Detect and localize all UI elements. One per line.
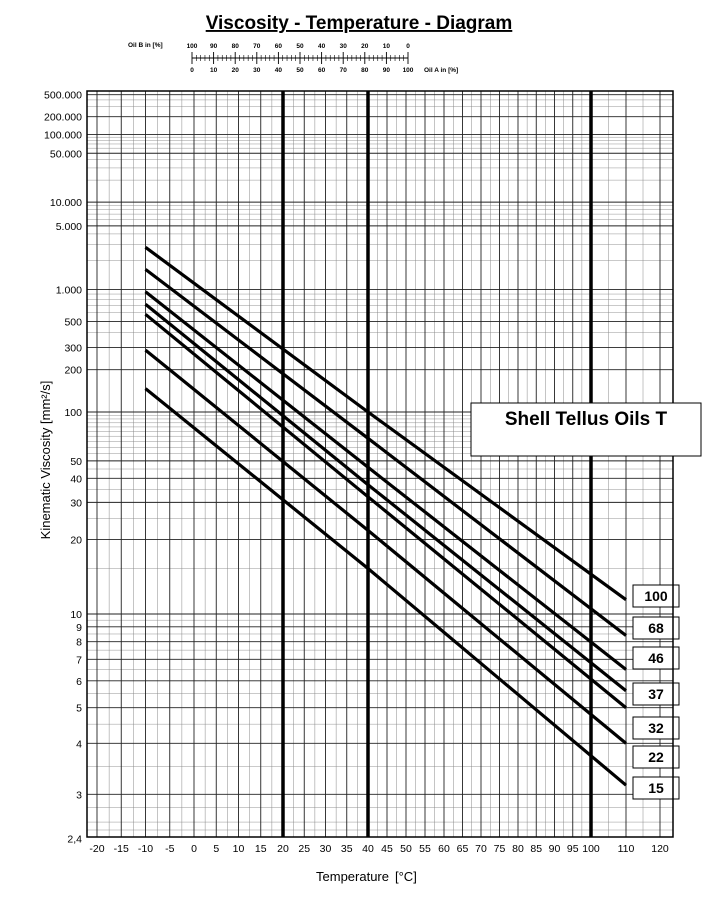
x-tick-label: 95 <box>566 843 579 855</box>
y-tick-label: 40 <box>70 473 82 486</box>
oil-a-tick-label: 10 <box>209 67 218 74</box>
y-tick-label: 6 <box>76 675 82 688</box>
y-tick-label: 5.000 <box>55 220 82 233</box>
y-tick-label: 500.000 <box>44 89 82 102</box>
y-tick-label: 5 <box>76 702 82 715</box>
y-tick-label: 50.000 <box>49 148 82 161</box>
oil-a-tick-label: 50 <box>296 67 304 74</box>
grade-label-22: 22 <box>648 749 664 765</box>
x-tick-label: 40 <box>362 843 374 855</box>
grade-label-68: 68 <box>648 620 664 636</box>
oil-a-tick-label: 80 <box>361 67 369 74</box>
x-tick-label: 110 <box>617 843 635 855</box>
series-line-32 <box>146 314 627 707</box>
x-tick-label: 60 <box>438 843 450 855</box>
grade-label-15: 15 <box>648 780 664 796</box>
y-tick-label: 8 <box>76 636 82 649</box>
oil-a-tick-label: 90 <box>382 67 391 74</box>
y-tick-label: 4 <box>76 738 82 751</box>
y-tick-label: 30 <box>70 497 82 510</box>
y-tick-label: 100.000 <box>44 129 82 142</box>
oil-b-tick-label: 80 <box>231 43 239 50</box>
oil-b-tick-label: 30 <box>339 43 347 50</box>
oil-a-tick-label: 70 <box>339 67 347 74</box>
x-tick-label: 50 <box>400 843 412 855</box>
y-tick-label: 100 <box>64 407 82 419</box>
oil-b-tick-label: 20 <box>361 43 369 50</box>
x-tick-label: 25 <box>298 843 311 855</box>
x-tick-label: 45 <box>381 843 393 855</box>
y-tick-label: 200 <box>64 364 82 377</box>
x-tick-label: 90 <box>548 843 561 855</box>
y-tick-label: 7 <box>76 654 82 667</box>
oil-b-tick-label: 70 <box>253 43 261 50</box>
oil-b-tick-label: 90 <box>209 43 218 50</box>
oil-a-label: Oil A in [%] <box>424 67 459 74</box>
y-tick-label: 3 <box>76 789 82 802</box>
x-tick-label: 55 <box>419 843 431 855</box>
x-tick-label: 35 <box>340 843 353 855</box>
x-tick-label: 100 <box>582 843 600 855</box>
oil-a-tick-label: 30 <box>253 67 261 74</box>
y-tick-label: 10 <box>70 609 82 621</box>
mixing-scale <box>128 42 458 74</box>
oil-a-tick-label: 20 <box>231 67 239 74</box>
y-tick-label: 500 <box>64 316 82 329</box>
oil-b-tick-label: 40 <box>317 43 326 50</box>
y-tick-label: 9 <box>76 621 82 634</box>
x-tick-label: 70 <box>475 843 487 855</box>
y-tick-label: 20 <box>70 534 82 547</box>
y-tick-label: 50 <box>70 455 82 468</box>
x-tick-label: 20 <box>277 843 289 855</box>
y-tick-label: 300 <box>64 342 82 355</box>
x-tick-label: 10 <box>232 843 245 855</box>
y-tick-label: 200.000 <box>44 111 82 124</box>
x-tick-label: 85 <box>530 843 543 855</box>
oil-b-tick-label: 10 <box>382 43 391 50</box>
x-tick-label: -10 <box>137 843 154 855</box>
series-line-46 <box>146 292 627 670</box>
oil-b-tick-label: 100 <box>186 43 198 50</box>
x-tick-label: 120 <box>651 843 669 855</box>
x-tick-label: 0 <box>191 843 197 855</box>
x-tick-label: 80 <box>512 843 524 855</box>
y-tick-label: 2,4 <box>67 833 82 846</box>
x-tick-label: 75 <box>493 843 506 855</box>
product-name: Shell Tellus Oils T <box>504 409 668 430</box>
oil-a-tick-label: 60 <box>317 67 326 74</box>
oil-a-tick-label: 100 <box>402 67 414 74</box>
x-tick-label: 5 <box>213 843 220 855</box>
plot-frame <box>87 91 673 837</box>
x-tick-label: 65 <box>456 843 469 855</box>
x-axis-title: Temperature <box>316 869 389 884</box>
x-tick-label: -20 <box>89 843 105 855</box>
grade-label-100: 100 <box>644 588 668 604</box>
oil-a-tick-label: 0 <box>190 67 194 74</box>
y-tick-label: 1.000 <box>55 284 82 297</box>
y-tick-label: 10.000 <box>49 197 82 210</box>
oil-b-tick-label: 60 <box>274 43 283 50</box>
grade-label-37: 37 <box>648 686 664 702</box>
x-axis-unit: [°C] <box>395 869 417 884</box>
chart-title: Viscosity - Temperature - Diagram <box>205 13 513 34</box>
grade-label-32: 32 <box>648 720 664 736</box>
x-tick-label: -15 <box>113 843 129 855</box>
x-tick-label: 30 <box>319 843 332 855</box>
oil-b-label: Oil B in [%] <box>128 42 163 49</box>
oil-b-tick-label: 0 <box>406 43 410 50</box>
oil-a-tick-label: 40 <box>274 67 283 74</box>
y-axis-title: Kinematic Viscosity [mm²/s] <box>38 380 53 540</box>
x-tick-label: 15 <box>254 843 267 855</box>
series-line-37 <box>146 304 627 691</box>
oil-b-tick-label: 50 <box>296 43 304 50</box>
grade-label-46: 46 <box>648 650 664 666</box>
x-tick-label: -5 <box>165 843 175 855</box>
